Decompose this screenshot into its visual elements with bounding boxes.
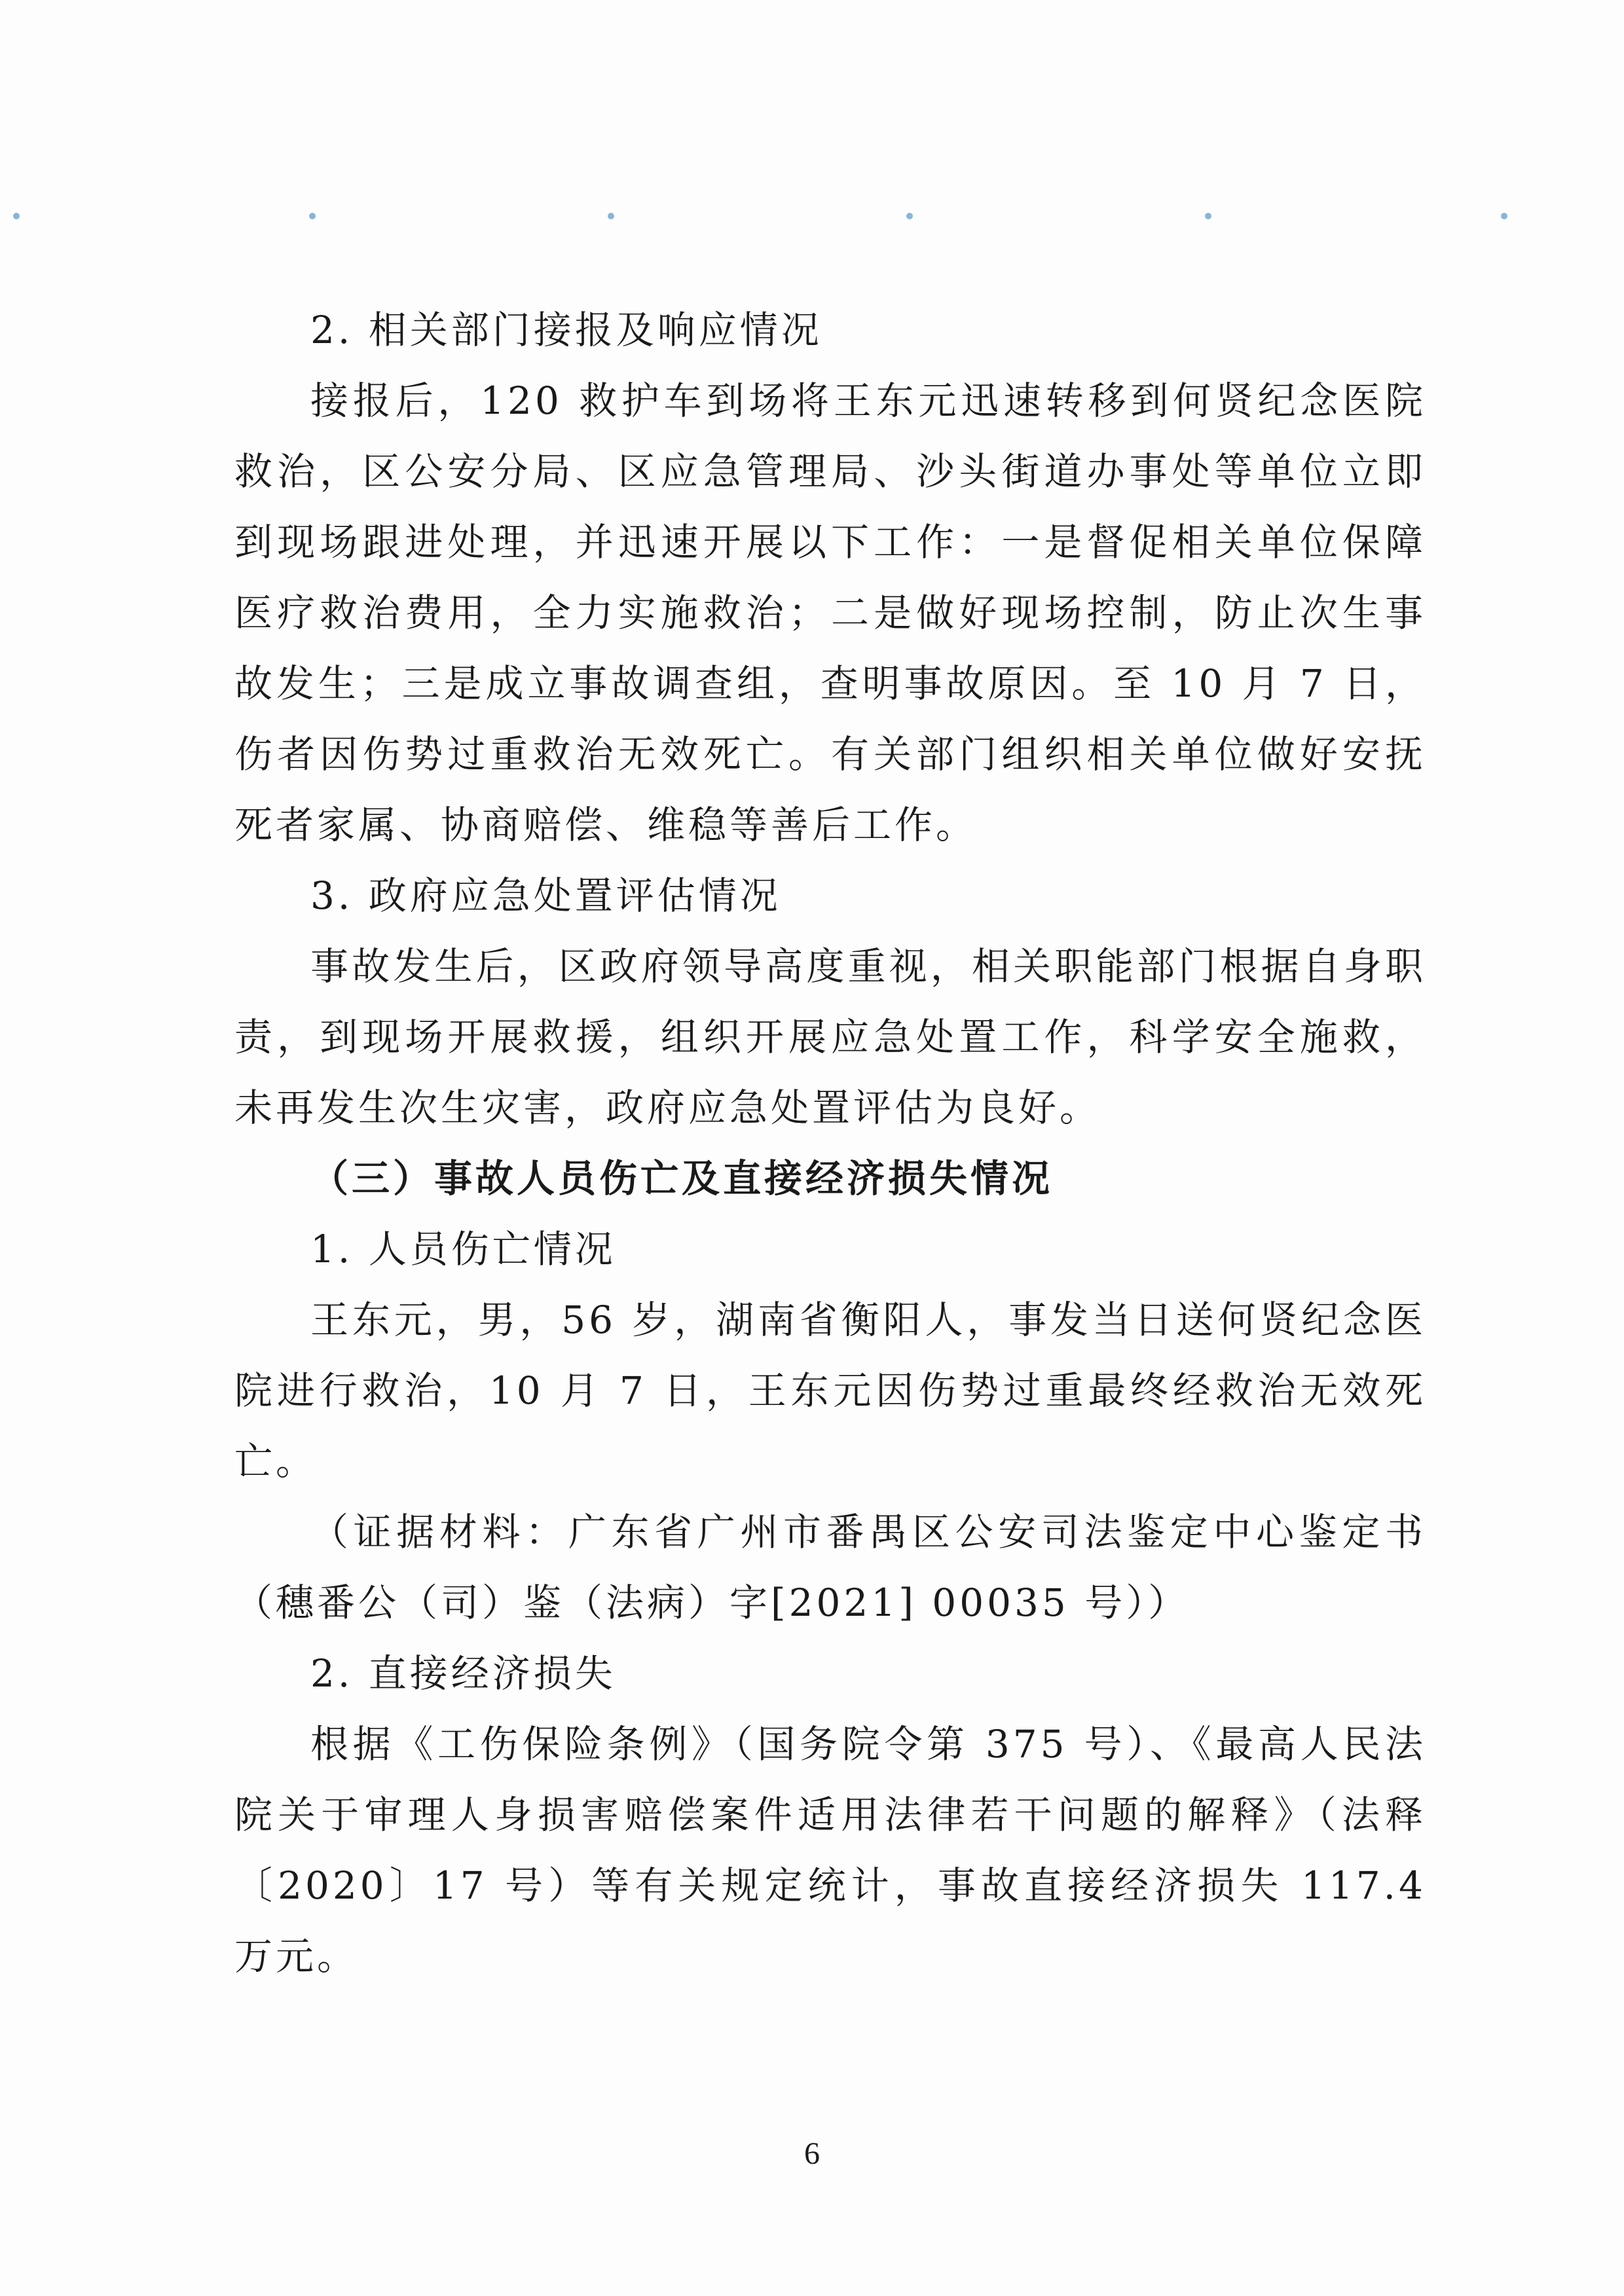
binding-mark [608,213,614,219]
page-number: 6 [804,2136,820,2171]
binding-mark [1501,213,1507,219]
binding-marks [0,213,1624,226]
binding-mark [1205,213,1211,219]
subheading-casualties: 1. 人员伤亡情况 [310,1227,616,1271]
binding-mark [309,213,316,219]
document-body [234,295,1426,1992]
paragraph-evidence: （证据材料：广东省广州市番禺区公安司法鉴定中心鉴定书（穗番公（司）鉴（法病）字[2021] 00035 号）） [234,1510,1426,1625]
paragraph-economic-loss: 根据《工伤保险条例》（国务院令第 375 号）、《最高人民法院关于审理人身损害赔偿案件适用法律若干问题的解释》（法释〔2020〕17 号）等有关规定统计，事故直接经济损失 117.4 万元。 [234,1722,1426,1978]
paragraph-evaluation: 事故发生后，区政府领导高度重视，相关职能部门根据自身职责，到现场开展救援，组织开展应急处置工作，科学安全施救，未再发生次生灾害，政府应急处置评估为良好。 [234,944,1426,1130]
section-heading-casualties: （三）事故人员伤亡及直接经济损失情况 [310,1156,1054,1201]
binding-mark [13,213,20,219]
binding-mark [906,213,913,219]
subheading-economic-loss: 2. 直接经济损失 [310,1651,616,1696]
subheading-evaluation: 3. 政府应急处置评估情况 [310,873,781,918]
subheading-response: 2. 相关部门接报及响应情况 [310,308,822,352]
paragraph-casualties: 王东元，男，56 岁，湖南省衡阳人，事发当日送何贤纪念医院进行救治，10 月 7 日，王东元因伤势过重最终经救治无效死亡。 [234,1298,1426,1484]
paragraph-response: 接报后，120 救护车到场将王东元迅速转移到何贤纪念医院救治，区公安分局、区应急管理局、沙头街道办事处等单位立即到现场跟进处理，并迅速开展以下工作：一是督促相关单位保障医疗救治费用，全力实施救治；二是做好现场控制，防止次生事故发生；三是成立事故调查组，查明事故原因。至 10 月 7 日，伤者因伤势过重救治无效死亡。有关部门组织相关单位做好安抚死者家属、协商赔偿、维稳等善后工作。 [234,378,1426,847]
